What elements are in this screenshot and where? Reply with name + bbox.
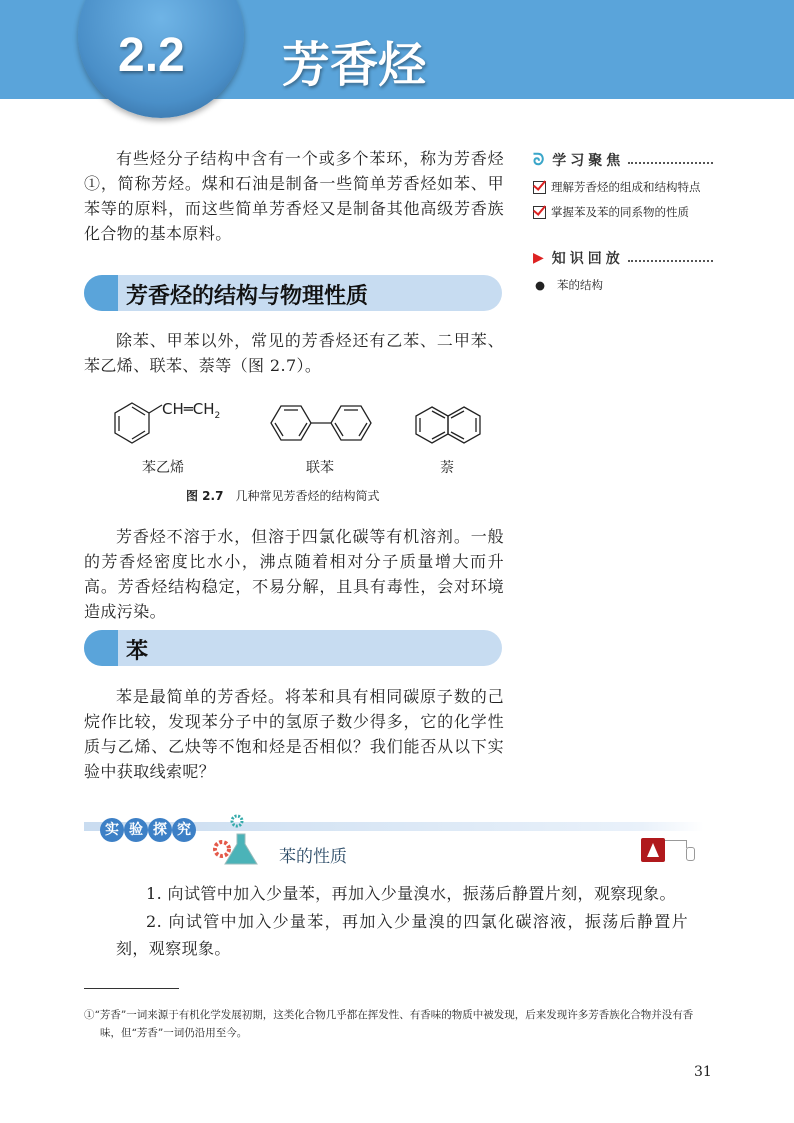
section-header (84, 630, 502, 666)
section-header (84, 275, 502, 311)
figure-label: 苯乙烯 (142, 460, 184, 476)
review-item: 苯的结构 (557, 278, 604, 292)
experiment-badge: 究 (172, 818, 196, 842)
lab-video-icon[interactable] (641, 838, 665, 862)
experiment-step: 1. 向试管中加入少量苯，再加入少量溴水，振荡后静置片刻，观察现象。 (146, 884, 676, 903)
bullet-icon: ● (535, 278, 546, 292)
flask-gear-icon (205, 812, 265, 870)
triangle-icon: ▶ (533, 250, 548, 266)
experiment-title: 苯的性质 (279, 847, 347, 867)
experiment-badge: 探 (148, 818, 172, 842)
naphthalene (416, 407, 480, 443)
styrene-vinyl-group: $CH═CH_2$ (162, 400, 221, 421)
biphenyl (271, 406, 371, 440)
page-number: 31 (694, 1064, 712, 1080)
focus-title: 学习聚焦 (552, 153, 625, 169)
footnote-divider (84, 988, 179, 989)
section-title: 芳香烃的结构与物理性质 (126, 284, 369, 309)
sidebar-review (533, 248, 713, 293)
focus-icon: ᘐ (533, 150, 549, 169)
section-title: 苯 (126, 639, 149, 664)
figure-label: 联苯 (306, 460, 334, 476)
paragraph: 除苯、甲苯以外，常见的芳香烃还有乙苯、二甲苯、苯乙烯、联苯、萘等（图 2.7）。 (84, 331, 504, 375)
mouse-icon (686, 847, 695, 861)
chapter-number: 2.2 (118, 29, 185, 82)
focus-item: 掌握苯及苯的同系物的性质 (551, 205, 689, 219)
focus-item: 理解芳香烃的组成和结构特点 (551, 180, 701, 194)
styrene-ring (115, 403, 162, 443)
paragraph: 苯是最简单的芳香烃。将苯和具有相同碳原子数的己烷作比较，发现苯分子中的氢原子数少得多，它的化学性质与乙烯、乙炔等不饱和烃是否相似？我们能否从以下实验中获取线索呢？ (84, 687, 504, 781)
chapter-title: 芳香烃 (282, 37, 427, 93)
paragraph: 芳香烃不溶于水，但溶于四氯化碳等有机溶剂。一般的芳香烃密度比水小，沸点随着相对分子质量增大而升高。芳香烃结构稳定，不易分解，且具有毒性，会对环境造成污染。 (84, 527, 504, 621)
figure-caption: 图 2.7 几种常见芳香烃的结构简式 (186, 489, 380, 503)
review-title: 知识回放 (551, 251, 624, 267)
experiment-step: 2. 向试管中加入少量苯，再加入少量溴的四氯化碳溶液，振荡后静置片刻，观察现象。 (116, 912, 688, 958)
checkbox-icon (533, 181, 546, 194)
footnote: ①“芳香”一词来源于有机化学发展初期，这类化合物几乎都在挥发性、有香味的物质中被发现，后来发现许多芳香族化合物并没有香味，但“芳香”一词仍沿用至今。 (84, 1009, 694, 1039)
intro-paragraph: 有些烃分子结构中含有一个或多个苯环，称为芳香烃①，简称芳烃。煤和石油是制备一些简单芳香烃如苯、甲苯等的原料，而这些简单芳香烃又是制备其他高级芳香族化合物的基本原料。 (84, 149, 504, 243)
checkbox-icon (533, 206, 546, 219)
figure-label: 萘 (440, 460, 454, 476)
structure-figure (0, 395, 794, 455)
experiment-badge: 实 (100, 818, 124, 842)
experiment-badge: 验 (124, 818, 148, 842)
sidebar-focus (533, 150, 713, 220)
connector-line (665, 840, 687, 848)
